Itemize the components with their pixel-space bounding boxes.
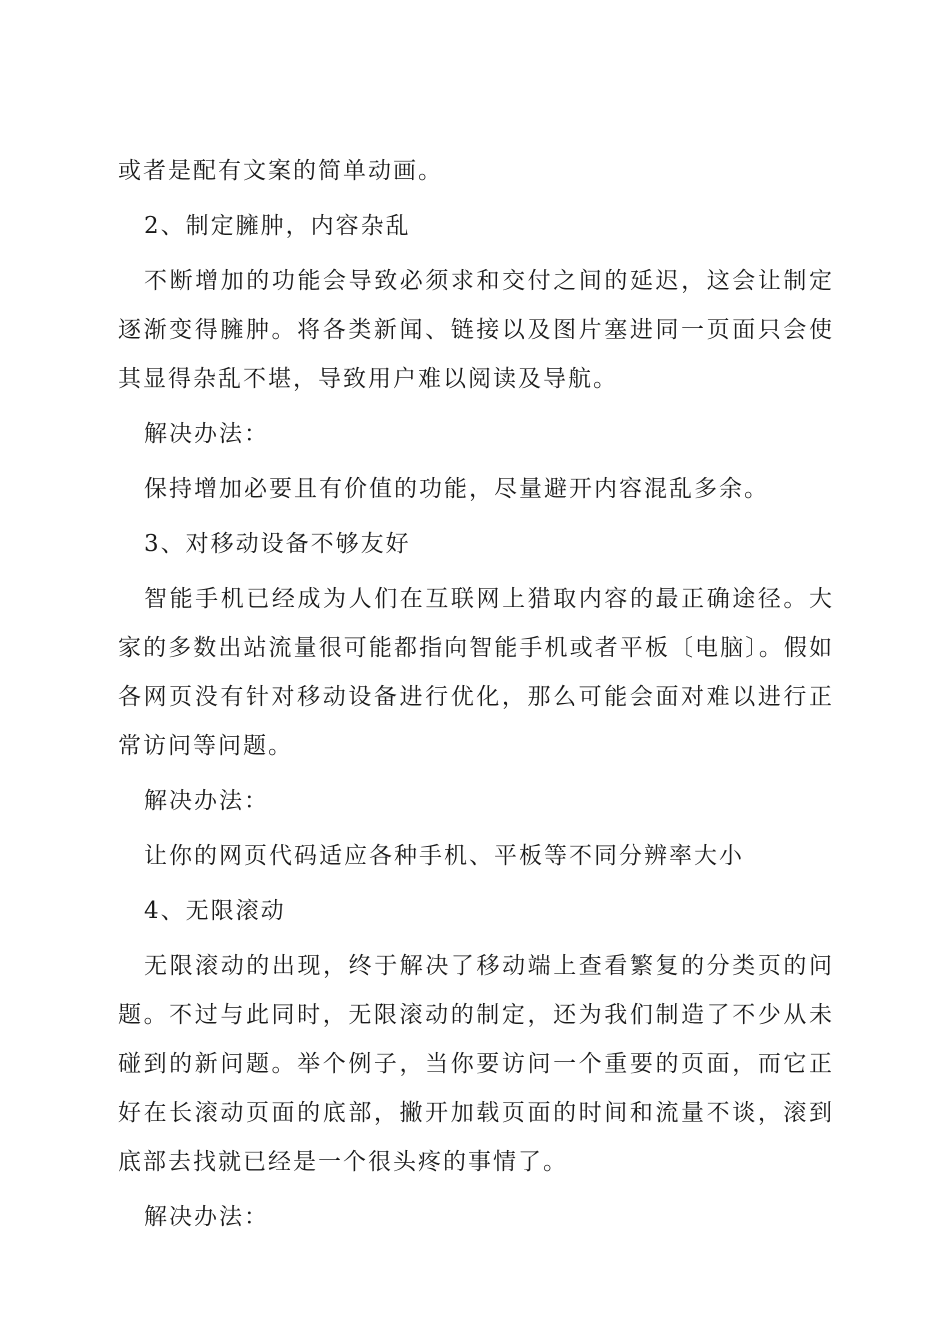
section-heading-2: 2、制定臃肿，内容杂乱: [144, 213, 411, 239]
section-heading-3: 3、对移动设备不够友好: [144, 531, 411, 557]
solution-text-3: 让你的网页代码适应各种手机、平板等不同分辨率大小: [144, 843, 744, 869]
paragraph-infinite-scroll: 无限滚动的出现，终于解决了移动端上查看繁复的分类页的问题。不过与此同时，无限滚动的制定，还为我们制造了不少从未碰到的新问题。举个例子，当你要访问一个重要的页面，而它正好在长滚动页面的底部，撇开加载页面的时间和流量不谈，滚到底部去找就已经是一个很头疼的事情了。: [118, 953, 834, 1175]
solution-label: 解决办法：: [144, 421, 269, 447]
solution-text-2: 保持增加必要且有价值的功能，尽量避开内容混乱多余。: [144, 476, 769, 502]
paragraph-mobile-unfriendly: 智能手机已经成为人们在互联网上猎取内容的最正确途径。大家的多数出站流量很可能都指向智能手机或者平板〔电脑〕。假如各网页没有针对移动设备进行优化，那么可能会面对难以进行正常访问等问题。: [118, 586, 834, 759]
solution-label: 解决办法：: [144, 788, 269, 814]
solution-label: 解决办法：: [144, 1204, 269, 1230]
document-page: [118, 147, 834, 1248]
paragraph-bloated-design: 不断增加的功能会导致必须求和交付之间的延迟，这会让制定逐渐变得臃肿。将各类新闻、链接以及图片塞进同一页面只会使其显得杂乱不堪，导致用户难以阅读及导航。: [118, 268, 834, 392]
section-heading-4: 4、无限滚动: [144, 898, 286, 924]
paragraph-continuation: 或者是配有文案的简单动画。: [118, 158, 443, 184]
